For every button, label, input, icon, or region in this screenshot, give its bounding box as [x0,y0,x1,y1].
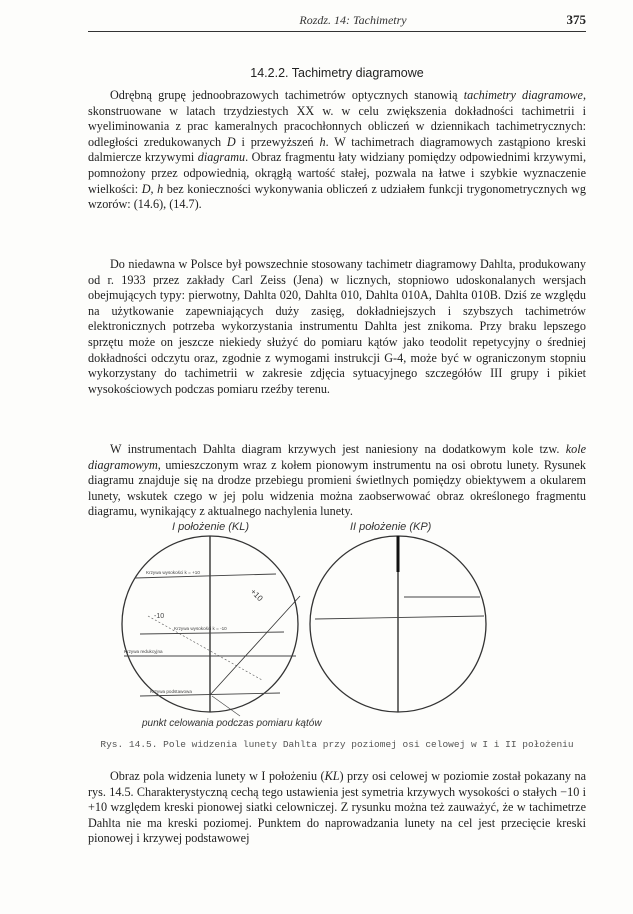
running-head-title: Rozdz. 14: Tachimetry [299,13,407,27]
curve-reduction-label: Krzywa redukcyjna [124,649,163,654]
figure-note: punkt celowania podczas pomiaru kątów [142,718,322,729]
curve-right-horizontal [315,616,484,619]
running-head [88,13,586,32]
figure-label-right: II położenie (KP) [350,521,432,533]
paragraph-2: Do niedawna w Polsce był powszechnie stosowany tachimetr diagramowy Dahlta, produkowany od r. 1933 przez zakłady Carl Zeiss (Jena) w licznych, stopniowo udoskonalanych wersjach obejmujących typy: pierwotny, Dahlta 020, Dahlta 010, Dahlta 010A, Dahlta 010B. Dziś ze względu na użytkowanie zapewniających duży zasięg, dokładniejszych i szybszych tachimetrów elektronicznych potrzeba wykorzystania instrumentu Dahlta jest znikoma. Przy braku lepszego sprzętu może on jeszcze niekiedy służyć do pomiaru kątów jako teodolit repetycyjny o średniej dokładności odczytu oraz, zgodnie z wymogami instrukcji G-4, może być w ograniczonym stopniu wykorzystany do tachimetrii w zakresie zdjęcia sytuacyjnego szczegółów III grupy i pikiet wysokościowych podczas pomiaru rzeźby terenu. [88,257,586,396]
aim-point-leader [212,696,240,716]
section-heading: 14.2.2. Tachimetry diagramowe [250,66,424,80]
paragraph-3: W instrumentach Dahlta diagram krzywych jest naniesiony na dodatkowym kole tzw. kole diagramowym, umieszczonym wraz z kołem pionowym instrumentu na osi obrotu lunety. Rysunek diagramu znajduje się na drodze przebiegu promieni świetlnych pomiędzy obiektywem a okularem lunety, wskutek czego w jej polu widzenia można zaobserwować obraz określonego fragmentu diagramu, wynikający z aktualnego nachylenia lunety. [88,442,586,519]
plus10-mark: +10 [248,587,265,604]
curve-base-label: Krzywa podstawowa [150,689,192,694]
figure-caption: Rys. 14.5. Pole widzenia lunety Dahlta przy poziomej osi celowej w I i II położeniu [100,739,574,750]
curve-middle [140,632,284,634]
paragraph-4: Obraz pola widzenia lunety w I położeniu (KL) przy osi celowej w poziomie został pokazany na rys. 14.5. Charakterystyczną cechą tego ustawienia jest symetria krzywych wysokości o stałych −10 i +10 względem kreski pionowej siatki celowniczej. Z rysunku można też zauważyć, że w tachimetrze Dahlta nie ma kreski poziomej. Punktem do naprowadzania lunety na cel jest przecięcie kreski pionowej i krzywej podstawowej [88,769,586,846]
field-of-view-right [310,536,486,712]
field-of-view-left [122,536,300,716]
figure-label-left: I położenie (KL) [172,521,250,533]
curve-middle-label: Krzywa wysokości k = -10 [174,626,227,631]
page-number: 375 [566,12,586,27]
paragraph-1: Odrębną grupę jednoobrazowych tachimetrów optycznych stanowią tachimetry diagramowe, skonstruowane w latach trzydziestych XX w. w celu zwiększenia dokładności tachimetrii i wyeliminowania z prac kameralnych pracochłonnych obliczeń w dziennikach tachimetrycznych: odległości zredukowanych D i przewyższeń h. W tachimetrach diagramowych zastąpiono kreski dalmiercze krzywymi diagramu. Obraz fragmentu łaty widziany pomiędzy odpowiednimi krzywymi, pomnożony przez odpowiednią, okrągłą wartość stałej, pozwala na łatwe i szybkie wyznaczenie wielkości: D, h bez konieczności wykonywania obliczeń z udziałem funkcji trygonometrycznych wg wzorów: (14.6), (14.7). [88,88,586,212]
plus10-pointer [210,596,300,695]
minus10-mark: -10 [154,613,165,620]
telescope-field-diagram [100,534,520,718]
curve-upper-label: Krzywa wysokości k = +10 [146,570,200,575]
